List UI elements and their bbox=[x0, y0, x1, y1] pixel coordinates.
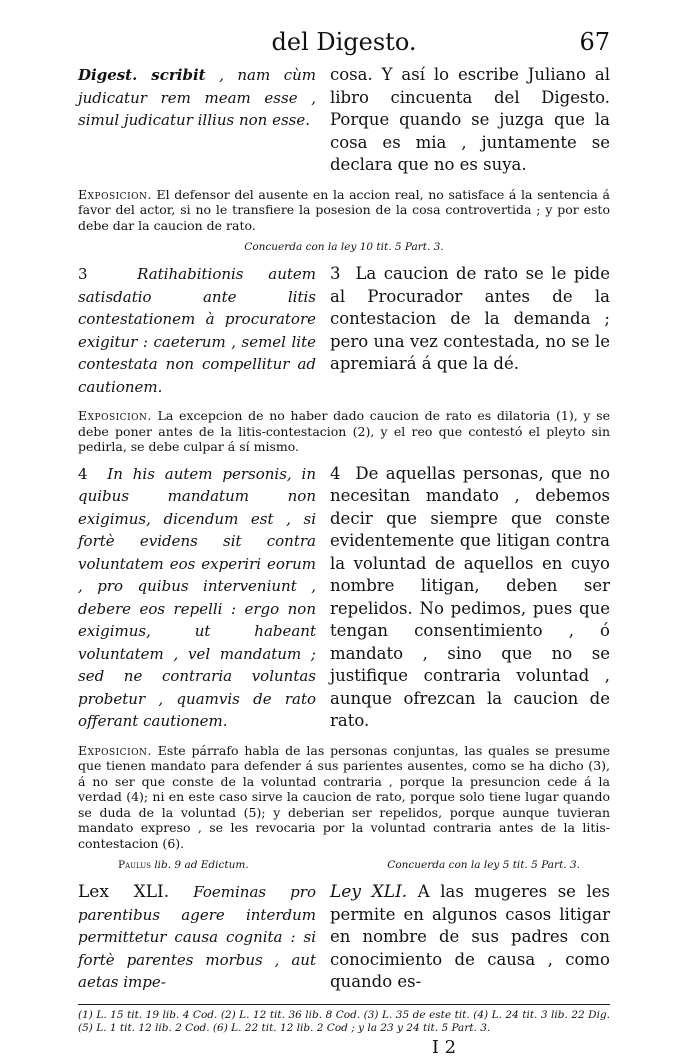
spanish-text: De aquellas personas, que no necesitan mandato , debemos decir que siempre que conste evidentemente que litigan contra la voluntad de aquellos en cuyo nombre litigan, deben ser repelidos. No pedimos, pues que tengan consentimiento , ó mandato , sino que no se justifique contraria voluntad , aunque ofrezcan la caucion de rato. bbox=[330, 463, 610, 730]
spanish-column bbox=[330, 263, 610, 398]
spanish-column: cosa. Y así lo escribe Juliano al libro cincuenta del Digesto. Porque quando se juzga que la cosa es mia , juntamente se declara que no es suya. bbox=[330, 65, 610, 174]
exposicion-text: Este párrafo habla de las personas conjuntas, las quales se presume que tienen mandato para defender á sus parientes ausentes, como se ha dicho (3), á no ser que conste de la voluntad contraria , porque la presuncion cede á la verdad (4); ni en este caso sirve la caucion de rato, porque solo tiene lugar quando se duda de la voluntad (5); y deberian ser repelidos, porque aunque tuvieran mandato expreso , se les revocaria por la voluntad contraria antes de la litis-contestacion (6). bbox=[78, 742, 610, 851]
paragraph-number: 4 bbox=[78, 464, 88, 483]
source-attribution bbox=[78, 859, 249, 871]
latin-text: In his autem personis, in quibus mandatum non exigimus, dicendum est , si fortè evidens sit contra voluntatem eos experiri eorum , pro quibus interveniunt , debere eos repelli : ergo non exigimus, ut habeant voluntatem , vel mandatum ; sed ne contraria voluntas probetur , quamvis de rato offerant cautionem. bbox=[78, 464, 316, 730]
exposicion-note-1 bbox=[78, 187, 610, 234]
page-header bbox=[78, 26, 610, 64]
source-concordance: Concuerda con la ley 5 tit. 5 Part. 3. bbox=[387, 859, 580, 871]
paragraph-number: 3 bbox=[78, 265, 88, 283]
latin-column bbox=[78, 463, 316, 733]
signature-mark: I 2 bbox=[431, 1036, 457, 1058]
law-heading: Lex XLI. bbox=[78, 882, 170, 902]
source-author: Paulus bbox=[118, 859, 151, 871]
exposicion-label: Exposicion. bbox=[78, 742, 152, 758]
exposicion-note-2 bbox=[78, 408, 610, 455]
book-page bbox=[78, 26, 610, 1058]
parallel-text-block-3 bbox=[78, 463, 610, 733]
concordance-note-1: Concuerda con la ley 10 tit. 5 Part. 3. bbox=[244, 241, 444, 253]
exposicion-text: El defensor del ausente en la accion real, no satisface á la sentencia á favor del actor, si no le transfiere la posesion de la cosa controvertida ; y por esto debe dar la caucion de rato. bbox=[78, 186, 610, 233]
page-number: 67 bbox=[579, 28, 610, 56]
latin-text: Ratihabitionis autem satisdatio ante litis contestationem à procuratore exigitur : caeterum , semel lite contestata non compellitur ad cautionem. bbox=[78, 265, 316, 396]
spanish-text: A las mugeres se les permite en algunos casos litigar en nombre de sus padres con conocimiento de causa , como quando es- bbox=[330, 882, 611, 991]
exposicion-text: La excepcion de no haber dado caucion de rato es dilatoria (1), y se debe poner antes de la litis-contestacion (2), y el reo que contestó el pleyto sin pedirla, se debe culpar á sí mismo. bbox=[78, 408, 610, 454]
latin-text: Foeminas pro parentibus agere interdum permittetur causa cognita : si fortè parentes morbus , aut aetas impe- bbox=[78, 883, 316, 991]
latin-lead: Digest. scribit bbox=[78, 66, 206, 84]
latin-column bbox=[78, 64, 316, 177]
parallel-text-block-4 bbox=[78, 881, 610, 994]
running-title: del Digesto. bbox=[271, 28, 417, 56]
latin-text: , nam cùm judicatur rem meam esse , simul judicatur illius non esse. bbox=[78, 66, 316, 129]
source-line bbox=[78, 859, 610, 871]
parallel-text-block-2 bbox=[78, 263, 610, 398]
exposicion-label: Exposicion. bbox=[78, 186, 152, 202]
latin-column bbox=[78, 881, 316, 994]
paragraph-number: 3 bbox=[330, 264, 341, 283]
spanish-column bbox=[330, 463, 610, 733]
exposicion-note-3 bbox=[78, 743, 610, 852]
footnote-rule bbox=[78, 1004, 610, 1005]
law-heading: Ley XLI. bbox=[330, 882, 408, 902]
parallel-text-block-1 bbox=[78, 64, 610, 177]
exposicion-label: Exposicion. bbox=[78, 408, 152, 423]
paragraph-number: 4 bbox=[330, 463, 341, 483]
latin-column bbox=[78, 263, 316, 398]
source-work: lib. 9 ad Edictum. bbox=[150, 859, 249, 871]
spanish-text: La caucion de rato se le pide al Procurador antes de la contestacion de la demanda ; pero una vez contestada, no se le apremiará á que la dé. bbox=[330, 264, 610, 373]
footnotes: (1) L. 15 tit. 19 lib. 4 Cod. (2) L. 12 tit. 36 lib. 8 Cod. (3) L. 35 de este tit. (4) L. 24 tit. 3 lib. 22 Dig. (5) L. 1 tit. 12 lib. 2 Cod. (6) L. 22 tit. 12 lib. 2 Cod ; y la 23 y 24 tit. 5 Part. 3. bbox=[78, 1008, 610, 1034]
spanish-column bbox=[330, 881, 610, 994]
